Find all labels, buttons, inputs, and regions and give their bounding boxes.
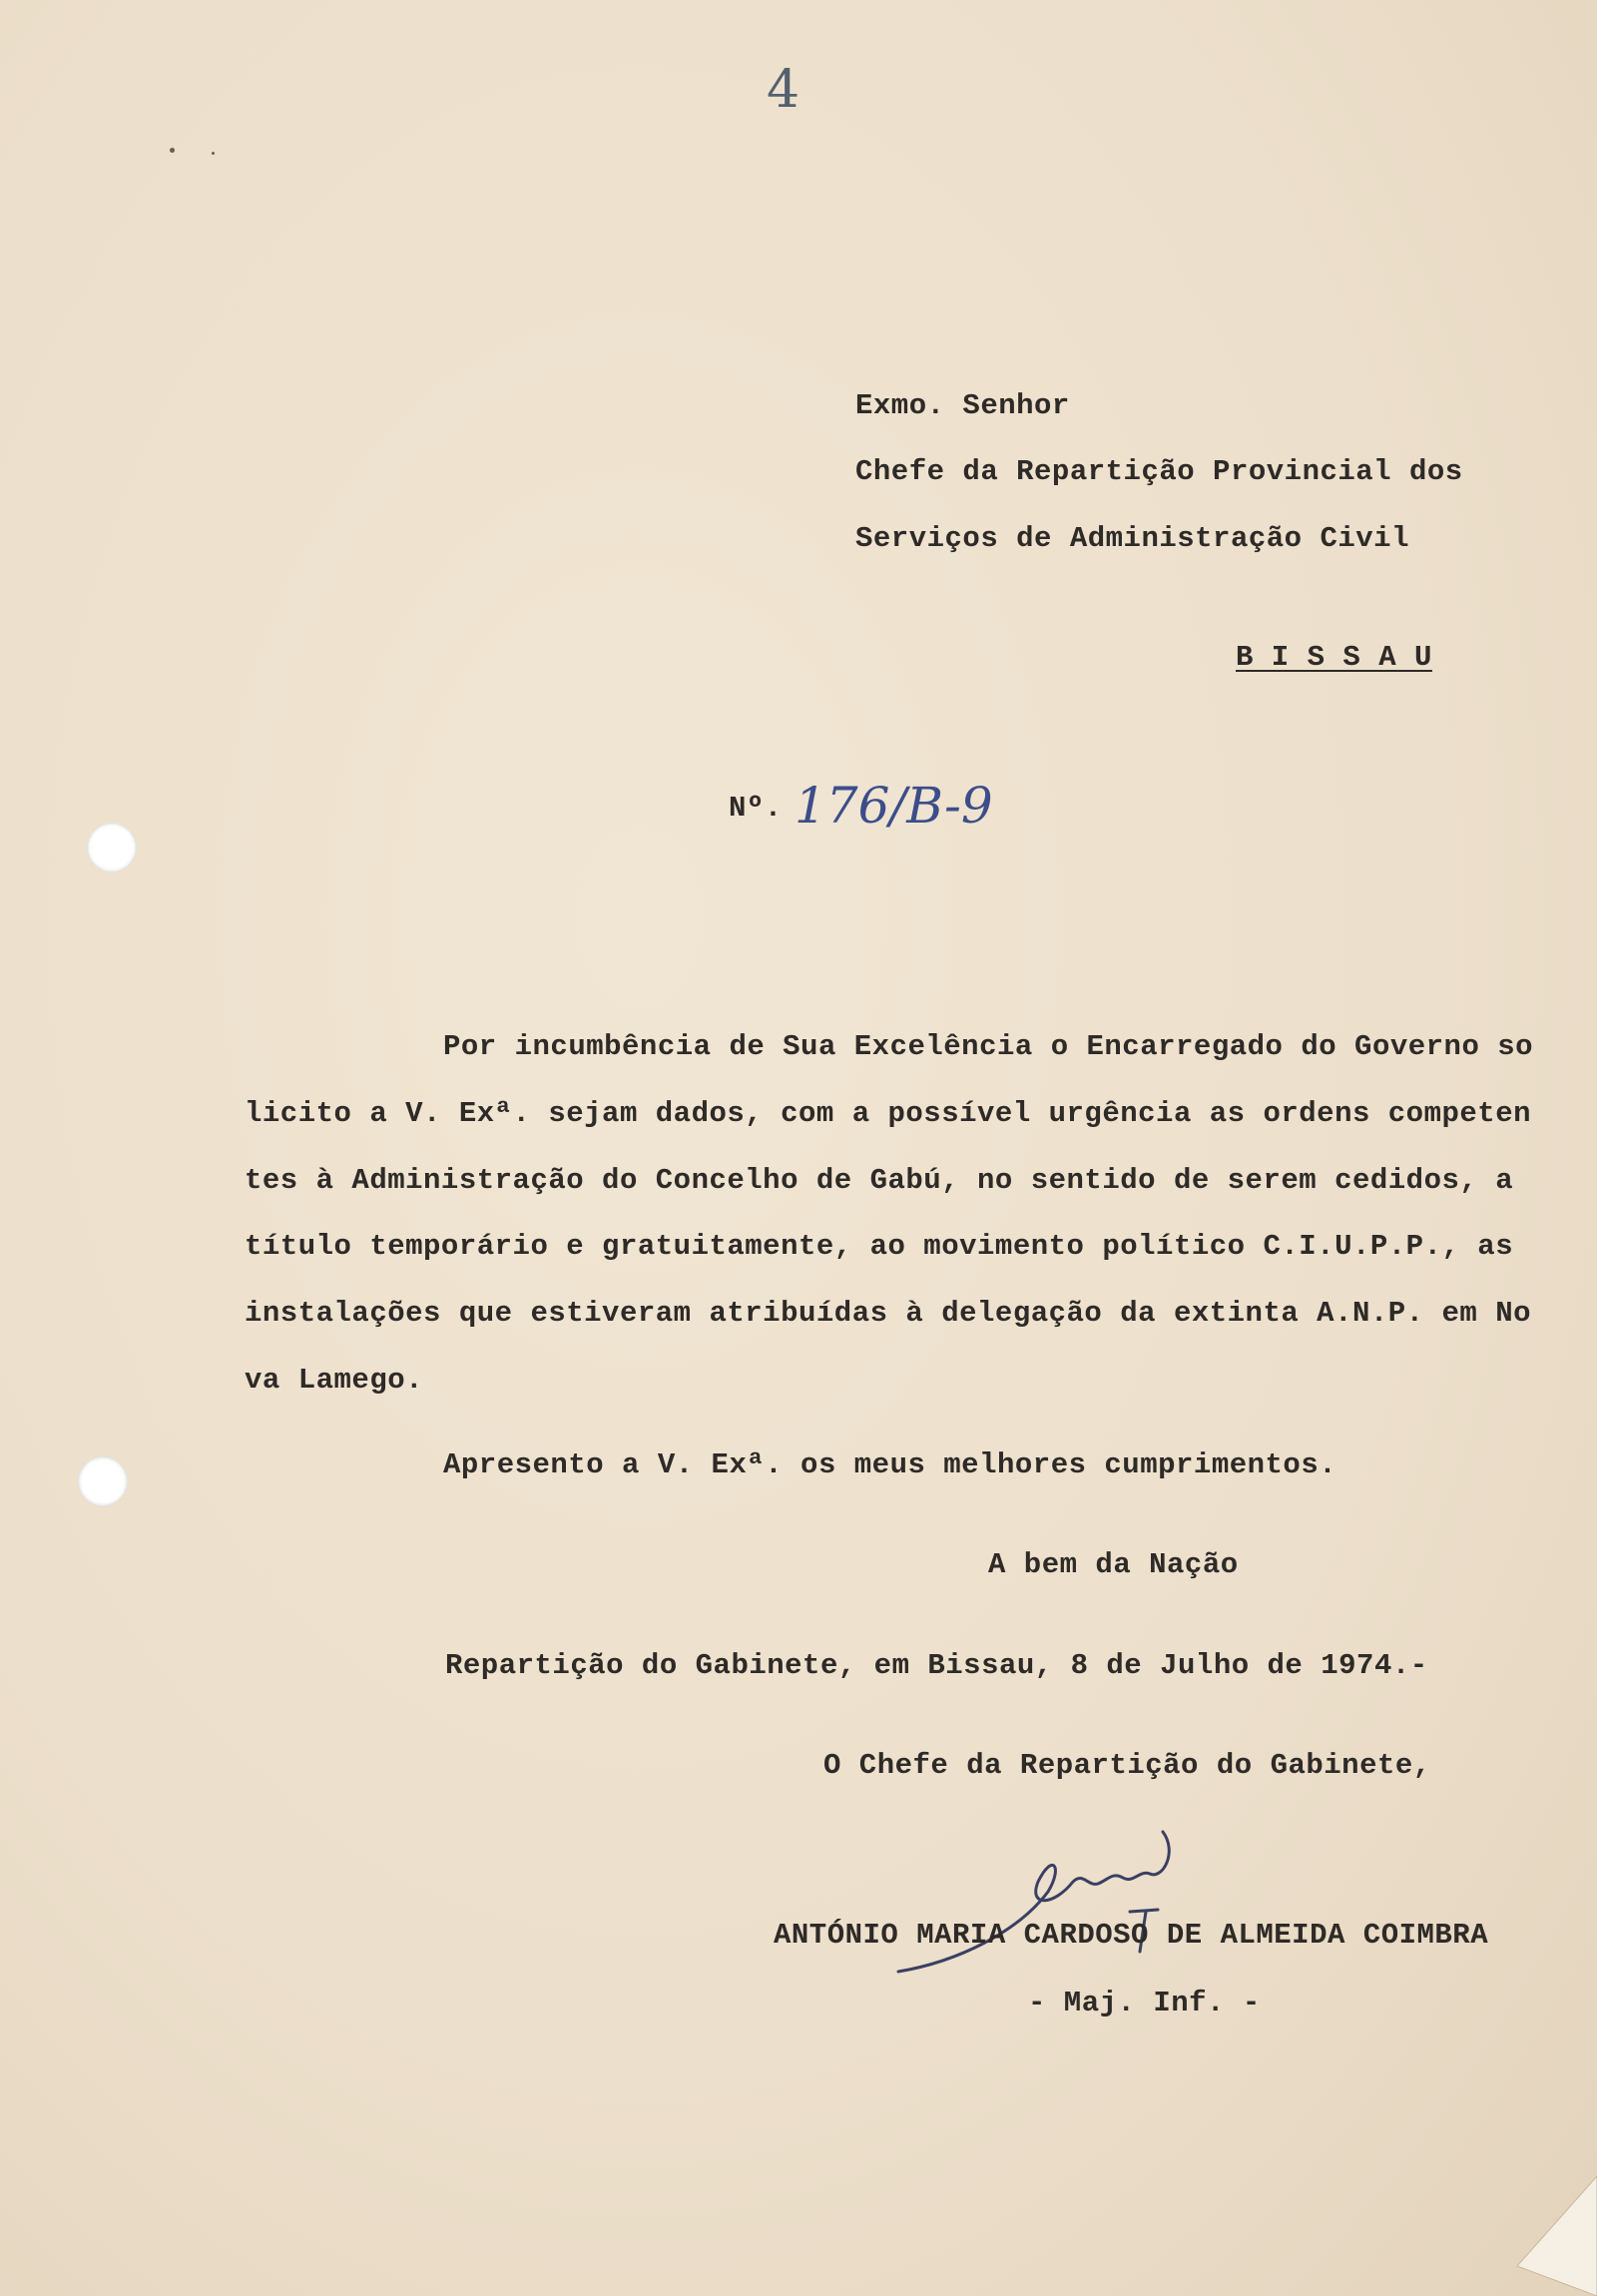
addressee-city: B I S S A U	[1236, 641, 1432, 674]
body-line-1: Por incumbência de Sua Excelência o Encarregado do Governo so	[443, 1030, 1534, 1063]
punch-hole-top	[87, 823, 137, 872]
closing-salutation: A bem da Nação	[988, 1548, 1239, 1581]
body-line-6: va Lamego.	[245, 1364, 424, 1397]
punch-hole-bottom	[78, 1456, 128, 1506]
ink-speck	[212, 152, 215, 155]
addressee-department: Serviços de Administração Civil	[855, 522, 1409, 555]
signatory-rank: - Maj. Inf. -	[1028, 1987, 1261, 2019]
addressee-title: Chefe da Repartição Provincial dos	[855, 455, 1463, 488]
reference-label: Nº.	[729, 792, 783, 825]
reference-number: 176/B-9	[795, 777, 993, 835]
page-corner-fold	[1497, 2176, 1597, 2296]
ink-speck	[170, 148, 175, 153]
body-line-2: licito a V. Exª. sejam dados, com a possível urgência as ordens competen	[245, 1097, 1532, 1130]
signatory-name: ANTÓNIO MARIA CARDOSO DE ALMEIDA COIMBRA	[774, 1919, 1489, 1952]
body-greeting: Apresento a V. Exª. os meus melhores cumprimentos.	[443, 1448, 1337, 1481]
page-number: 4	[767, 60, 800, 120]
place-and-date: Repartição do Gabinete, em Bissau, 8 de Julho de 1974.-	[445, 1649, 1428, 1682]
body-line-4: título temporário e gratuitamente, ao movimento político C.I.U.P.P., as	[245, 1230, 1514, 1263]
body-line-5: instalações que estiveram atribuídas à delegação da extinta A.N.P. em No	[245, 1297, 1532, 1330]
addressee-salutation: Exmo. Senhor	[855, 389, 1070, 422]
handwritten-signature	[878, 1812, 1258, 1992]
signatory-role: O Chefe da Repartição do Gabinete,	[823, 1749, 1431, 1782]
body-line-3: tes à Administração do Concelho de Gabú, no sentido de serem cedidos, a	[245, 1164, 1514, 1197]
